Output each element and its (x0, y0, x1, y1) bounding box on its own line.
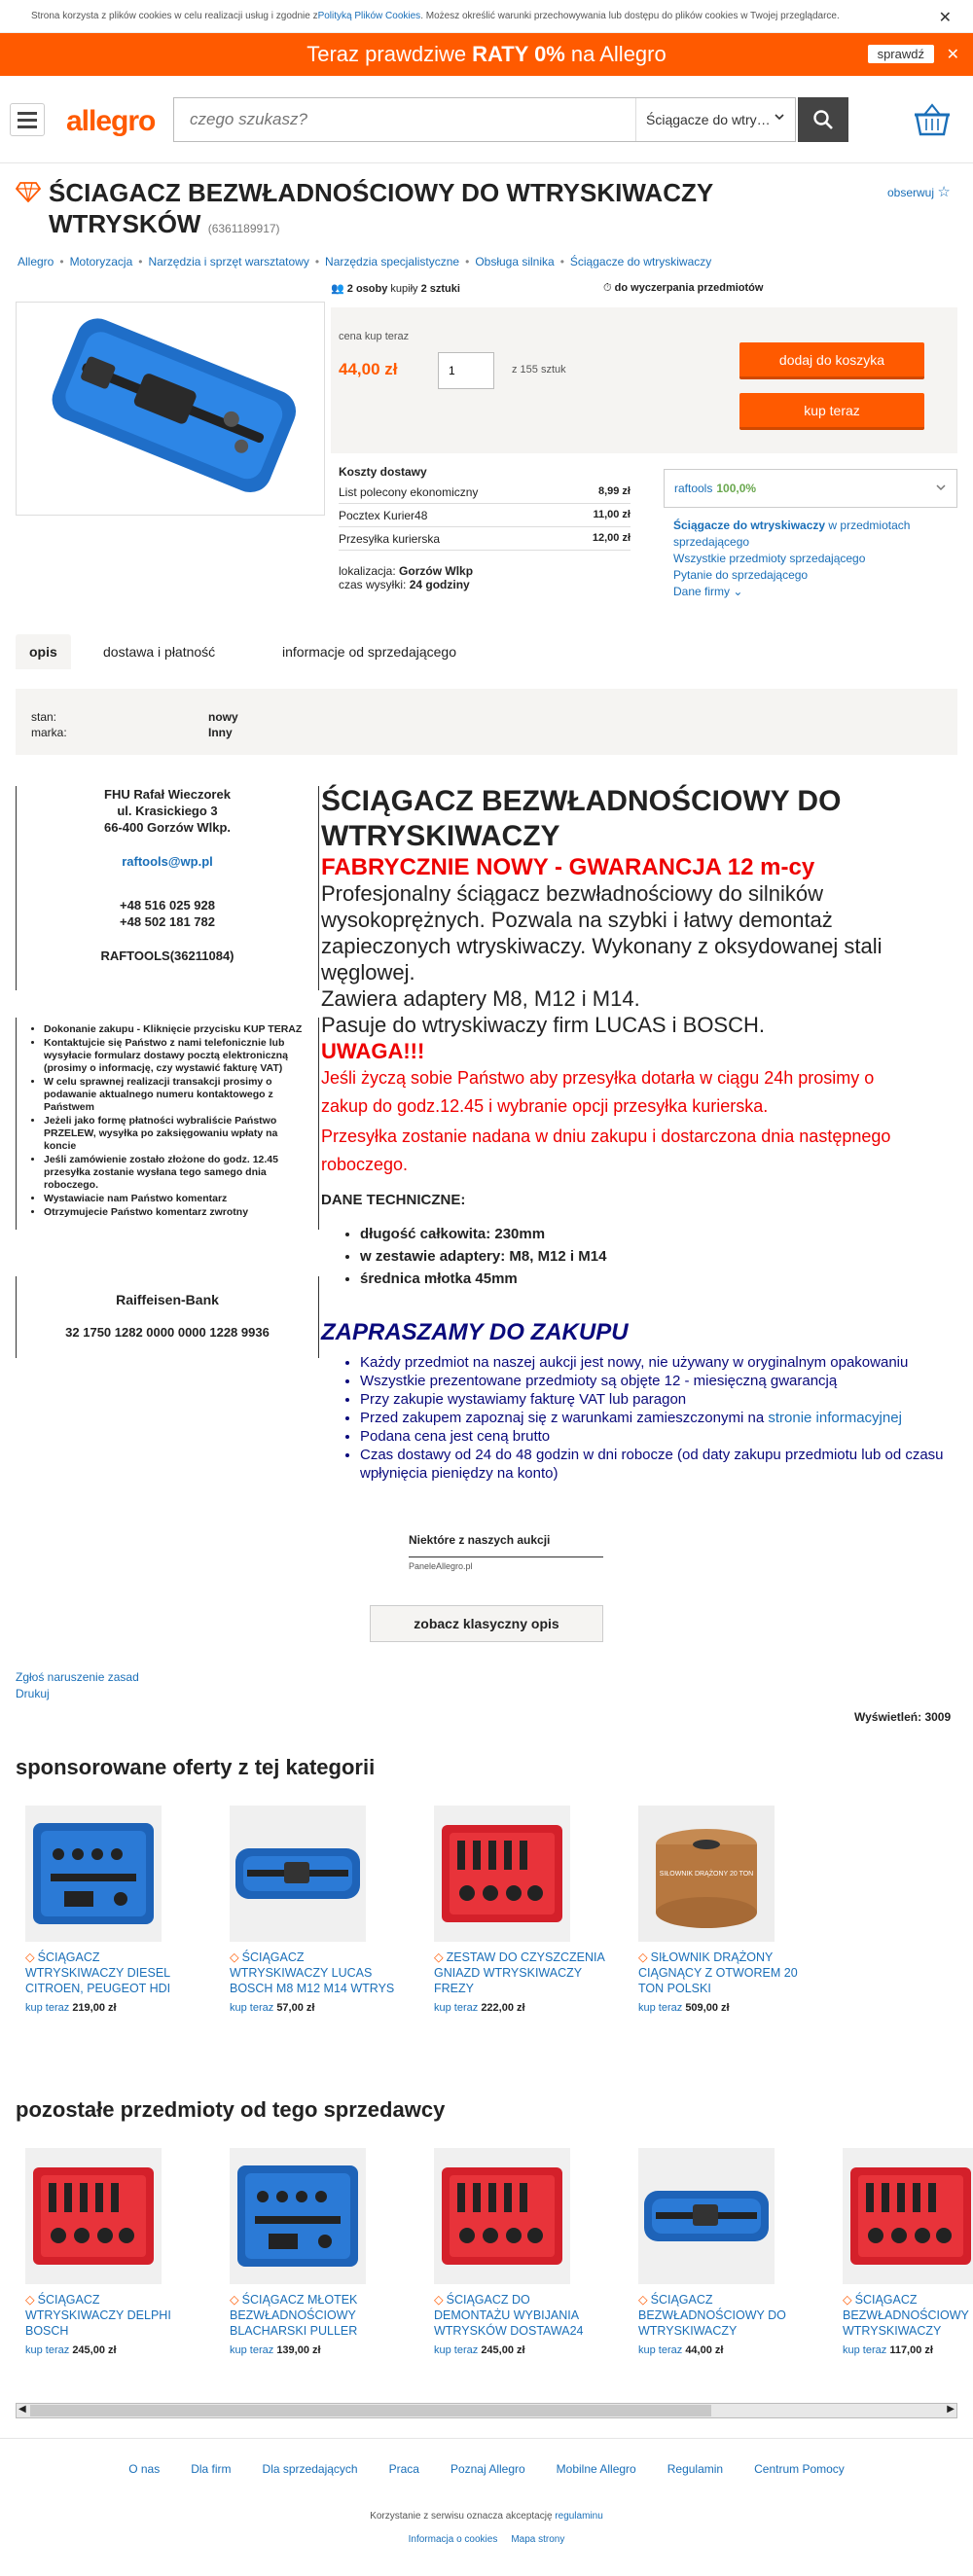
watch-link[interactable] (887, 183, 951, 200)
cookies-info-link[interactable]: Informacja o cookies (408, 2534, 498, 2545)
seller-rating-value: 100,0% (716, 482, 757, 495)
rule-item: • Wystawiacie nam Państwo komentarz (44, 1193, 310, 1205)
sitemap-link[interactable]: Mapa strony (511, 2534, 565, 2545)
gem-icon: ◇ (230, 1950, 239, 1964)
seller-category-suffix: w przedmiotach sprzedającego (673, 519, 911, 549)
seller-all-items-link[interactable]: Wszystkie przedmioty sprzedającego (673, 552, 866, 565)
gem-icon: ◇ (843, 2293, 852, 2307)
view-count: Wyświetleń: 3009 (854, 1710, 952, 1724)
product-card[interactable] (629, 1806, 823, 2014)
product-price-value: 245,00 zł (72, 2344, 117, 2356)
tech-item: • długość całkowita: 230mm (360, 1223, 963, 1245)
bank-name: Raiffeisen-Bank (116, 1292, 219, 1307)
product-name[interactable] (638, 2292, 813, 2339)
product-price-label: kup teraz (434, 2002, 479, 2014)
footer-link[interactable]: Poznaj Allegro (450, 2462, 525, 2476)
product-name[interactable] (230, 1950, 405, 1996)
product-price (434, 2344, 619, 2356)
footer-link[interactable]: Centrum Pomocy (754, 2462, 845, 2476)
seller-box (664, 469, 957, 600)
shipping-row (339, 504, 631, 527)
gem-icon: ◇ (434, 1950, 444, 1964)
product-price-label: kup teraz (230, 2344, 274, 2356)
breadcrumb-separator: • (314, 255, 320, 268)
breadcrumb-separator: • (138, 255, 143, 268)
bank-account: 32 1750 1282 0000 0000 1228 9936 (65, 1325, 270, 1340)
product-thumbnail-image (434, 1806, 570, 1942)
product-name[interactable] (843, 2292, 973, 2339)
param-condition-label: stan: (31, 710, 57, 724)
footer-link[interactable]: Dla firm (191, 2462, 232, 2476)
chevron-down-icon: ⌄ (733, 585, 743, 598)
product-name-text: ŚCIĄGACZ BEZWŁADNOŚCIOWY DO WTRYSKIWACZY (638, 2293, 786, 2338)
desc-p1: Profesjonalny ściągacz bezwładnościowy do silników wysokoprężnych. Pozwala na szybki i łatwy demontaż zapieczonych wtryskiwaczy. Wykonany z oksydowanej stali węglowej. (321, 881, 883, 984)
people-icon: 👥 (331, 283, 344, 295)
shipping-row (339, 481, 631, 504)
seller-name: raftools (674, 482, 713, 495)
info-list (321, 1353, 963, 1483)
info-item: • Czas dostawy od 24 do 48 godzin w dni robocze (od daty zakupu przedmiotu lub od czasu wpłynięcia pieniędzy na konto) (360, 1446, 963, 1483)
classic-view-button[interactable]: zobacz klasyczny opis (370, 1605, 603, 1642)
product-thumbnail[interactable] (434, 1806, 570, 1942)
buy-box (331, 307, 957, 453)
rule-item: • Kontaktujcie się Państwo z nami telefonicznie lub wysyłacie formularz dostawy pocztą elektroniczną (prosimy o informację, czy wystawić fakturę VAT) (44, 1037, 310, 1075)
footer-link[interactable]: Regulamin (667, 2462, 724, 2476)
product-thumbnail[interactable] (638, 1806, 775, 1942)
rule-item: • Jeżeli jako formę płatności wybraliście Państwo PRZELEW, wysyłka po zaksięgowaniu wpłaty na koncie (44, 1115, 310, 1153)
breadcrumb-separator: • (59, 255, 64, 268)
other-auctions-title: Niektóre z naszych aukcji (409, 1533, 551, 1547)
cookie-policy-link[interactable]: Polityką Plików Cookies (317, 11, 421, 21)
stock-count: z 155 sztuk (512, 364, 566, 376)
product-thumbnail[interactable] (25, 2148, 162, 2284)
breadcrumb-item[interactable]: Allegro (18, 255, 54, 268)
breadcrumb-item[interactable]: Obsługa silnika (475, 255, 555, 268)
param-brand-label: marka: (31, 726, 67, 739)
company-name: FHU Rafał Wieczorek (104, 787, 231, 802)
product-card[interactable] (220, 2148, 414, 2356)
footer-link[interactable]: O nas (128, 2462, 161, 2476)
product-card[interactable] (16, 1806, 210, 2014)
product-price (230, 2002, 414, 2014)
product-price (638, 2002, 823, 2014)
product-price-value: 44,00 zł (685, 2344, 724, 2356)
product-name-text: ŚCIĄGACZ MŁOTEK BEZWŁADNOŚCIOWY BLACHARSKI PULLER (230, 2293, 358, 2338)
breadcrumb-item[interactable]: Narzędzia specjalistyczne (325, 255, 460, 268)
rules-list (16, 1018, 319, 1230)
product-price-value: 245,00 zł (481, 2344, 525, 2356)
product-name[interactable] (25, 1950, 200, 1996)
params (16, 689, 957, 755)
product-price-value: 57,00 zł (276, 2002, 315, 2014)
buy-now-button[interactable]: kup teraz (739, 393, 924, 430)
info-item: • Wszystkie prezentowane przedmioty są objęte 12 - miesięczną gwarancją (360, 1372, 963, 1390)
info-item: • Każdy przedmiot na naszej aukcji jest nowy, nie używany w oryginalnym opakowaniu (360, 1353, 963, 1372)
product-thumbnail-image (638, 2148, 775, 2284)
product-thumbnail-image (230, 1806, 366, 1942)
param-condition-value: nowy (208, 710, 238, 724)
panel-link[interactable]: PanelеAllegro.pl (409, 1556, 603, 1571)
product-price (25, 2002, 210, 2014)
cookie-bar (0, 0, 973, 33)
product-photo (17, 303, 326, 517)
desc-r1: Jeśli życzą sobie Państwo aby przesyłka dotarła w ciągu 24h prosimy o zakup do godz.12.45 i wybranie opcji przesyłka kurierska. (321, 1068, 875, 1116)
logo[interactable]: allegro (66, 105, 156, 137)
tabs (16, 634, 957, 669)
tech-item: • w zestawie adaptery: M8, M12 i M14 (360, 1245, 963, 1268)
product-price (434, 2002, 619, 2014)
seller-contact (16, 786, 319, 990)
gem-icon: ◇ (638, 2293, 648, 2307)
add-to-cart-button[interactable]: dodaj do koszyka (739, 342, 924, 379)
rule-item: • Otrzymujecie Państwo komentarz zwrotny (44, 1206, 310, 1219)
info-page-link[interactable]: stronie informacyjnej (768, 1410, 902, 1426)
product-price-label: kup teraz (434, 2344, 479, 2356)
product-thumbnail-image (230, 2148, 366, 2284)
product-name-text: ZESTAW DO CZYSZCZENIA GNIAZD WTRYSKIWACZY FREZY (434, 1950, 605, 1995)
product-price-label: kup teraz (638, 2002, 683, 2014)
product-price-value: 117,00 zł (889, 2344, 933, 2356)
sponsored-title: sponsorowane oferty z tej kategorii (16, 1755, 376, 1779)
product-thumbnail-image (843, 2148, 973, 2284)
breadcrumb-item[interactable]: Ściągacze do wtryskiwaczy (569, 255, 712, 268)
shipping-method: Pocztex Kurier48 (339, 509, 428, 522)
bank-info (16, 1276, 319, 1358)
gem-icon: ◇ (25, 1950, 35, 1964)
print-link[interactable]: Drukuj (16, 1687, 50, 1700)
cookie-text-pre: Strona korzysta z plików cookies w celu realizacji usług i zgodnie z (31, 11, 318, 21)
product-price (230, 2344, 414, 2356)
phone-1: +48 516 025 928 (120, 898, 215, 912)
product-name-text: ŚCIĄGACZ BEZWŁADNOŚCIOWY WTRYSKIWACZY (843, 2293, 969, 2338)
shipping-price: 12,00 zł (592, 532, 631, 544)
product-name[interactable] (25, 2292, 200, 2339)
desc-r2: Przesyłka zostanie nadana w dniu zakupu i dostarczona dnia następnego roboczego. (321, 1127, 891, 1174)
rule-item: • Jeśli zamówienie zostało złożone do godz. 12.45 przesyłka zostanie wysłana tego samego dnia roboczego. (44, 1154, 310, 1192)
shipping-price: 8,99 zł (597, 485, 631, 497)
info-item (360, 1409, 963, 1427)
company-data-link[interactable] (673, 585, 742, 598)
cookie-text-post: . Możesz określić warunki przechowywania lub dostępu do plików cookies w Twojej przeglądarce. (420, 11, 840, 21)
product-price (638, 2344, 823, 2356)
product-thumbnail[interactable] (638, 2148, 775, 2284)
desc-title: ŚCIĄGACZ BEZWŁADNOŚCIOWY DO WTRYSKIWACZY (321, 785, 842, 852)
footer (0, 2438, 973, 2545)
email-link[interactable]: raftools@wp.pl (122, 854, 213, 869)
promo-bold: RATY 0% (472, 42, 565, 66)
quantity-input[interactable] (438, 352, 494, 389)
product-thumbnail[interactable] (230, 1806, 366, 1942)
product-price-label: kup teraz (25, 2002, 70, 2014)
seller-nick: RAFTOOLS(36211084) (100, 948, 234, 963)
product-thumbnail-image (434, 2148, 570, 2284)
desc-warning: UWAGA!!! (321, 1039, 425, 1063)
product-name[interactable] (230, 2292, 405, 2339)
product-price-label: kup teraz (843, 2344, 887, 2356)
clock-icon: ⏱ (603, 282, 612, 294)
shipping-method: List polecony ekonomiczny (339, 485, 479, 499)
tab-delivery[interactable]: dostawa i płatność (103, 644, 216, 660)
page-title-text: ŚCIAGACZ BEZWŁADNOŚCIOWY DO WTRYSKIWACZY WTRYSKÓW (49, 178, 713, 238)
arrow-right-icon[interactable]: ▶ (947, 2404, 955, 2415)
product-price-label: kup teraz (638, 2344, 683, 2356)
header (0, 76, 973, 163)
product-thumbnail[interactable] (25, 1806, 162, 1942)
product-card[interactable] (424, 1806, 619, 2014)
promo-post: na Allegro (570, 42, 667, 66)
desc-new: FABRYCZNIE NOWY - GWARANCJA 12 m-cy (321, 854, 815, 880)
seller-category-link[interactable] (673, 519, 910, 549)
other-items-title: pozostałe przedmioty od tego sprzedawcy (16, 2097, 446, 2122)
category-select[interactable] (635, 98, 797, 141)
thumbnail-caption: SIŁOWNIK DRĄŻONY 20 TON (659, 1871, 754, 1878)
bought-count: 2 sztuki (420, 283, 460, 295)
offer-id: (6361189917) (207, 222, 280, 235)
company-data-label: Dane firmy (673, 585, 731, 598)
promo-check-button[interactable]: sprawdź (868, 45, 934, 63)
tab-description[interactable]: opis (16, 634, 71, 669)
breadcrumb-separator: • (559, 255, 564, 268)
info-item: • Podana cena jest ceną brutto (360, 1427, 963, 1446)
product-image[interactable] (16, 302, 325, 516)
tab-seller-info[interactable]: informacje od sprzedającego (282, 644, 456, 660)
description (321, 784, 963, 1483)
company-city: 66-400 Gorzów Wlkp. (103, 820, 232, 835)
time-label: czas wysyłki: (339, 578, 407, 591)
product-name-text: ŚCIĄGACZ WTRYSKIWACZY LUCAS BOSCH M8 M12 M14 WTRYS (230, 1950, 395, 1995)
location: Gorzów Wlkp (399, 564, 474, 578)
close-icon[interactable]: ✕ (946, 47, 959, 63)
star-icon: ☆ (937, 184, 951, 200)
invite-title: ZAPRASZAMY DO ZAKUPU (321, 1319, 629, 1345)
ask-seller-link[interactable]: Pytanie do sprzedającego (673, 568, 809, 582)
product-price (843, 2344, 973, 2356)
breadcrumb (18, 255, 717, 268)
desc-p2: Zawiera adaptery M8, M12 i M14. (321, 986, 640, 1011)
product-name-text: ŚCIĄGACZ WTRYSKIWACZY DELPHI BOSCH (25, 2293, 171, 2338)
product-price-label: kup teraz (230, 2002, 274, 2014)
product-price-label: kup teraz (25, 2344, 70, 2356)
promo-pre: Teraz prawdziwe (306, 42, 467, 66)
tech-list (321, 1223, 963, 1290)
shipping-method: Przesyłka kurierska (339, 532, 441, 546)
shipping-row (339, 527, 631, 551)
breadcrumb-separator: • (465, 255, 470, 268)
menu-icon[interactable] (10, 103, 45, 136)
gem-icon (16, 181, 41, 205)
promo-banner (0, 33, 973, 76)
price-label: cena kup teraz (339, 331, 410, 342)
footer-link[interactable]: Mobilne Allegro (556, 2462, 636, 2476)
search-input[interactable] (174, 98, 593, 141)
gem-icon: ◇ (230, 2293, 239, 2307)
product-name[interactable] (434, 2292, 609, 2339)
shipping-costs (339, 465, 631, 591)
shipping-title: Koszty dostawy (339, 465, 427, 479)
product-price-value: 219,00 zł (72, 2002, 117, 2014)
product-price-value: 139,00 zł (276, 2344, 321, 2356)
scrollbar-thumb[interactable] (30, 2405, 711, 2416)
product-price-value: 509,00 zł (685, 2002, 730, 2014)
location-label: lokalizacja: (339, 564, 396, 578)
category-select-value: Ściągacze do wtry… (646, 112, 771, 127)
product-thumbnail-image (25, 1806, 162, 1942)
gem-icon: ◇ (638, 1950, 648, 1964)
product-card[interactable] (16, 2148, 210, 2356)
ship-time: 24 godziny (409, 578, 470, 591)
stock-info: do wyczerpania przedmiotów (614, 282, 764, 294)
rule-item: • Dokonanie zakupu - Kliknięcie przycisku KUP TERAZ (44, 1023, 310, 1036)
footer-link[interactable]: Dla sprzedających (262, 2462, 358, 2476)
tech-item: • średnica młotka 45mm (360, 1268, 963, 1290)
bought-people: 2 osoby (346, 283, 388, 295)
product-name-text: ŚCIĄGACZ WTRYSKIWACZY DIESEL CITROEN, PEUGEOT HDI (25, 1950, 171, 1995)
desc-p3: Pasuje do wtryskiwaczy firm LUCAS i BOSCH. (321, 1013, 765, 1037)
product-card[interactable] (424, 2148, 619, 2356)
other-auctions (409, 1533, 603, 1571)
product-thumbnail[interactable] (843, 2148, 973, 2284)
cart-icon[interactable] (911, 101, 954, 140)
product-name-text: ŚCIĄGACZ DO DEMONTAŻU WYBIJANIA WTRYSKÓW DOSTAWA24 (434, 2293, 584, 2338)
footer-link[interactable]: Praca (388, 2462, 419, 2476)
product-price (25, 2344, 210, 2356)
product-card[interactable] (833, 2148, 973, 2356)
seller-info-column (16, 786, 319, 1358)
shipping-price: 11,00 zł (593, 509, 631, 520)
terms-link[interactable]: regulaminu (555, 2511, 603, 2522)
product-name[interactable] (638, 1950, 813, 1996)
product-card[interactable] (629, 2148, 823, 2356)
info-item: • Przy zakupie wystawiamy fakturę VAT lub paragon (360, 1390, 963, 1409)
seller-category-name: Ściągacze do wtryskiwaczy (673, 519, 826, 532)
product-thumbnail-image (25, 2148, 162, 2284)
product-card[interactable] (220, 1806, 414, 2014)
gem-icon: ◇ (434, 2293, 444, 2307)
arrow-left-icon[interactable]: ◀ (18, 2404, 26, 2415)
horizontal-scrollbar[interactable] (16, 2403, 957, 2418)
price: 44,00 zł (339, 360, 398, 378)
product-name[interactable] (434, 1950, 609, 1996)
bought-mid: kupiły (390, 283, 418, 295)
breadcrumb-item[interactable]: Narzędzia i sprzęt warsztatowy (148, 255, 309, 268)
phone-2: +48 502 181 782 (120, 914, 215, 929)
seller-rating[interactable] (664, 469, 957, 508)
report-link[interactable]: Zgłoś naruszenie zasad (16, 1670, 139, 1684)
accept-text: Korzystanie z serwisu oznacza akceptację (370, 2511, 556, 2522)
search-box (173, 97, 796, 142)
company-street: ul. Krasickiego 3 (117, 804, 218, 818)
product-price-value: 222,00 zł (481, 2002, 525, 2014)
report-links (16, 1669, 139, 1702)
watch-label: obserwuj (887, 186, 935, 199)
param-brand-value: Inny (208, 726, 233, 739)
close-icon[interactable]: ✕ (938, 10, 952, 26)
gem-icon: ◇ (25, 2293, 35, 2307)
chevron-down-icon (774, 110, 785, 125)
search-icon (812, 109, 834, 130)
product-thumbnail[interactable] (434, 2148, 570, 2284)
rule-item: • W celu sprawnej realizacji transakcji prosimy o podawanie aktualnego numeru kontaktowego z Państwem (44, 1076, 310, 1114)
product-name-text: SIŁOWNIK DRĄŻONY CIĄGNĄCY Z OTWOREM 20 TON POLSKI (638, 1950, 798, 1995)
page-title (49, 177, 769, 244)
tech-title: DANE TECHNICZNE: (321, 1192, 466, 1208)
search-button[interactable] (798, 97, 848, 142)
buy-stats (331, 282, 957, 295)
product-thumbnail[interactable] (230, 2148, 366, 2284)
chevron-down-icon (935, 482, 947, 496)
breadcrumb-item[interactable]: Motoryzacja (69, 255, 133, 268)
info-item-text: Przed zakupem zapoznaj się z warunkami zamieszczonymi na (360, 1410, 769, 1426)
